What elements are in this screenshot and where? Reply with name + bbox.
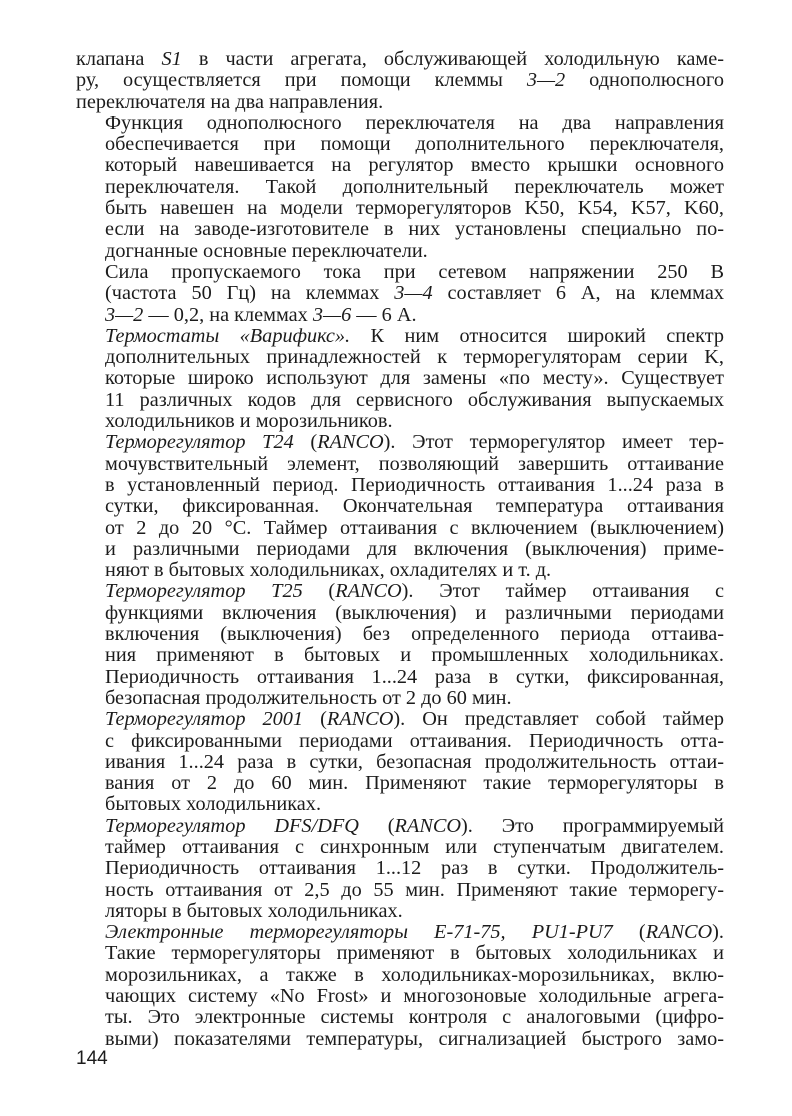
text-run: — 6 А. — [351, 303, 417, 326]
text-run: ( — [358, 814, 395, 837]
paragraph — [76, 581, 724, 709]
text-line — [76, 943, 724, 964]
text-run: вания от 2 до 60 мин. Применяют такие терморегуляторы в — [105, 772, 724, 795]
italic-run: 3—4 — [394, 282, 433, 305]
text-run: няют в бытовых холодильниках, охладителях и т. д. — [105, 559, 552, 582]
text-line — [76, 603, 724, 624]
text-line — [76, 283, 724, 304]
text-run: в части агрегата, обслуживающей холодильную каме- — [181, 48, 725, 70]
text-line — [76, 880, 724, 901]
text-run: таймер оттаивания с синхронным или ступенчатым двигателем. — [105, 835, 724, 858]
text-run: обеспечивается при помощи дополнительного переключателя, — [105, 133, 724, 156]
text-run: выми) показателями температуры, сигнализацией быстрого замо- — [105, 1027, 724, 1050]
italic-run: 3—2 — [105, 303, 144, 326]
text-run: от 2 до 20 °С. Таймер оттаивания с включением (выключением) — [105, 516, 724, 539]
text-line — [76, 411, 724, 432]
italic-run: S1 — [161, 48, 182, 70]
text-line — [76, 92, 724, 113]
text-line — [76, 518, 724, 539]
italic-run: Термостаты «Варификс». — [105, 324, 351, 347]
italic-run: Электронные терморегуляторы E-71-75, PU1-PU7 — [105, 921, 613, 944]
paragraph — [76, 432, 724, 581]
text-run: бытовых холодильниках. — [105, 793, 322, 816]
text-run: однополюсного — [565, 69, 724, 92]
text-line — [76, 496, 724, 517]
page-body-text — [76, 49, 724, 1050]
text-run: догнанные основные переключатели. — [105, 239, 428, 262]
text-run: если на заводе-изготовителе в них установлены специально по- — [105, 218, 724, 241]
text-run: функциями включения (выключения) и различными периодами — [105, 601, 724, 624]
text-run: в установленный период. Периодичность оттаивания 1...24 раза в — [105, 473, 724, 496]
italic-run: RANCO — [335, 580, 402, 603]
text-run: Периодичность оттаивания 1...12 раз в сутки. Продолжитель- — [105, 857, 724, 880]
text-line — [76, 1029, 724, 1050]
text-line — [76, 794, 724, 815]
page-number: 144 — [76, 1048, 108, 1069]
text-line — [76, 432, 724, 453]
text-line — [76, 219, 724, 240]
text-line — [76, 305, 724, 326]
text-run: составляет 6 А, на клеммах — [432, 282, 724, 305]
text-line — [76, 901, 724, 922]
text-run: быть навешен на модели терморегуляторов K50, K54, K57, K60, — [105, 197, 724, 220]
text-line — [76, 347, 724, 368]
text-run: ). — [712, 921, 724, 944]
text-run: Сила пропускаемого тока при сетевом напряжении 250 В — [105, 260, 724, 283]
text-line — [76, 667, 724, 688]
text-run: ( — [612, 921, 646, 944]
text-run: Функция однополюсного переключателя на два направления — [105, 111, 724, 134]
italic-run: RANCO — [317, 431, 384, 454]
text-line — [76, 326, 724, 347]
text-line — [76, 816, 724, 837]
italic-run: Терморегулятор 2001 — [105, 708, 304, 731]
text-run: морозильниках, а также в холодильниках-морозильниках, вклю- — [105, 963, 724, 986]
text-run: сутки, фиксированная. Окончательная температура оттаивания — [105, 495, 724, 518]
text-line — [76, 49, 724, 70]
text-run: ). Этот терморегулятор имеет тер- — [383, 431, 725, 454]
text-run: ты. Это электронные системы контроля с аналоговыми (цифро- — [105, 1006, 724, 1029]
text-run: холодильников и морозильников. — [105, 410, 393, 433]
text-run: включения (выключения) без определенного периода оттаива- — [105, 623, 724, 646]
text-line — [76, 752, 724, 773]
text-line — [76, 773, 724, 794]
text-line — [76, 177, 724, 198]
text-run: которые широко используют для замены «по месту». Существует — [105, 367, 724, 390]
text-run: безопасная продолжительность от 2 до 60 мин. — [105, 686, 512, 709]
text-run: переключателя на два направления. — [76, 90, 384, 113]
text-run: ( — [303, 708, 327, 731]
paragraph — [76, 262, 724, 326]
text-run: ру, осуществляется при помощи клеммы — [76, 69, 527, 92]
text-run: с фиксированными периодами оттаивания. Периодичность отта- — [105, 729, 724, 752]
italic-run: RANCO — [326, 708, 394, 731]
italic-run: Терморегулятор T25 — [105, 580, 303, 603]
italic-run: 3—2 — [526, 69, 566, 92]
text-run: чающих систему «No Frost» и многозоновые холодильные агрега- — [105, 985, 724, 1008]
text-run: (частота 50 Гц) на клеммах — [105, 282, 395, 305]
text-line — [76, 134, 724, 155]
text-run: ). Этот таймер оттаивания с — [401, 580, 724, 603]
italic-run: Терморегулятор DFS/DFQ — [105, 814, 359, 837]
text-line — [76, 155, 724, 176]
text-run: дополнительных принадлежностей к терморегуляторам серии K, — [105, 346, 724, 369]
paragraph — [76, 709, 724, 815]
text-line — [76, 475, 724, 496]
text-run: мочувствительный элемент, позволяющий завершить оттаивание — [105, 452, 724, 475]
text-line — [76, 560, 724, 581]
italic-run: 3—6 — [312, 303, 352, 326]
text-line — [76, 1007, 724, 1028]
text-run: К ним относится широкий спектр — [350, 324, 724, 347]
text-run: ). Он представляет собой таймер — [393, 708, 725, 731]
text-run: переключателя. Такой дополнительный переключатель может — [105, 175, 724, 198]
text-run: и различными периодами для включения (выключения) приме- — [105, 537, 724, 560]
text-line — [76, 368, 724, 389]
paragraph — [76, 113, 724, 262]
text-line — [76, 645, 724, 666]
text-line — [76, 986, 724, 1007]
text-run: который навешивается на регулятор вместо крышки основного — [105, 154, 724, 177]
text-line — [76, 454, 724, 475]
italic-run: Терморегулятор T24 — [105, 431, 294, 454]
text-line — [76, 965, 724, 986]
text-run: ность оттаивания от 2,5 до 55 мин. Применяют такие терморегу- — [105, 878, 724, 901]
text-run: ивания 1...24 раза в сутки, безопасная продолжительность оттаи- — [105, 750, 724, 773]
text-line — [76, 539, 724, 560]
paragraph — [76, 49, 724, 113]
text-line — [76, 113, 724, 134]
text-run: клапана — [76, 48, 162, 70]
text-run: ляторы в бытовых холодильниках. — [105, 899, 403, 922]
text-line — [76, 70, 724, 91]
text-run: Периодичность оттаивания 1...24 раза в сутки, фиксированная, — [105, 665, 724, 688]
text-line — [76, 858, 724, 879]
text-line — [76, 709, 724, 730]
text-run: ния применяют в бытовых и промышленных холодильниках. — [105, 644, 724, 667]
text-line — [76, 922, 724, 943]
text-run: 11 различных кодов для сервисного обслуживания выпускаемых — [105, 388, 724, 411]
text-run: — 0,2, на клеммах — [143, 303, 313, 326]
paragraph — [76, 922, 724, 1050]
text-line — [76, 688, 724, 709]
text-run: ( — [293, 431, 318, 454]
text-run: ). Это программируемый — [461, 814, 724, 837]
text-line — [76, 262, 724, 283]
text-line — [76, 624, 724, 645]
text-line — [76, 241, 724, 262]
italic-run: RANCO — [394, 814, 462, 837]
text-line — [76, 581, 724, 602]
text-line — [76, 198, 724, 219]
paragraph — [76, 326, 724, 432]
text-line — [76, 390, 724, 411]
italic-run: RANCO — [645, 921, 713, 944]
text-run: ( — [302, 580, 336, 603]
paragraph — [76, 816, 724, 922]
text-line — [76, 837, 724, 858]
text-line — [76, 731, 724, 752]
text-run: Такие терморегуляторы применяют в бытовых холодильниках и — [105, 942, 724, 965]
